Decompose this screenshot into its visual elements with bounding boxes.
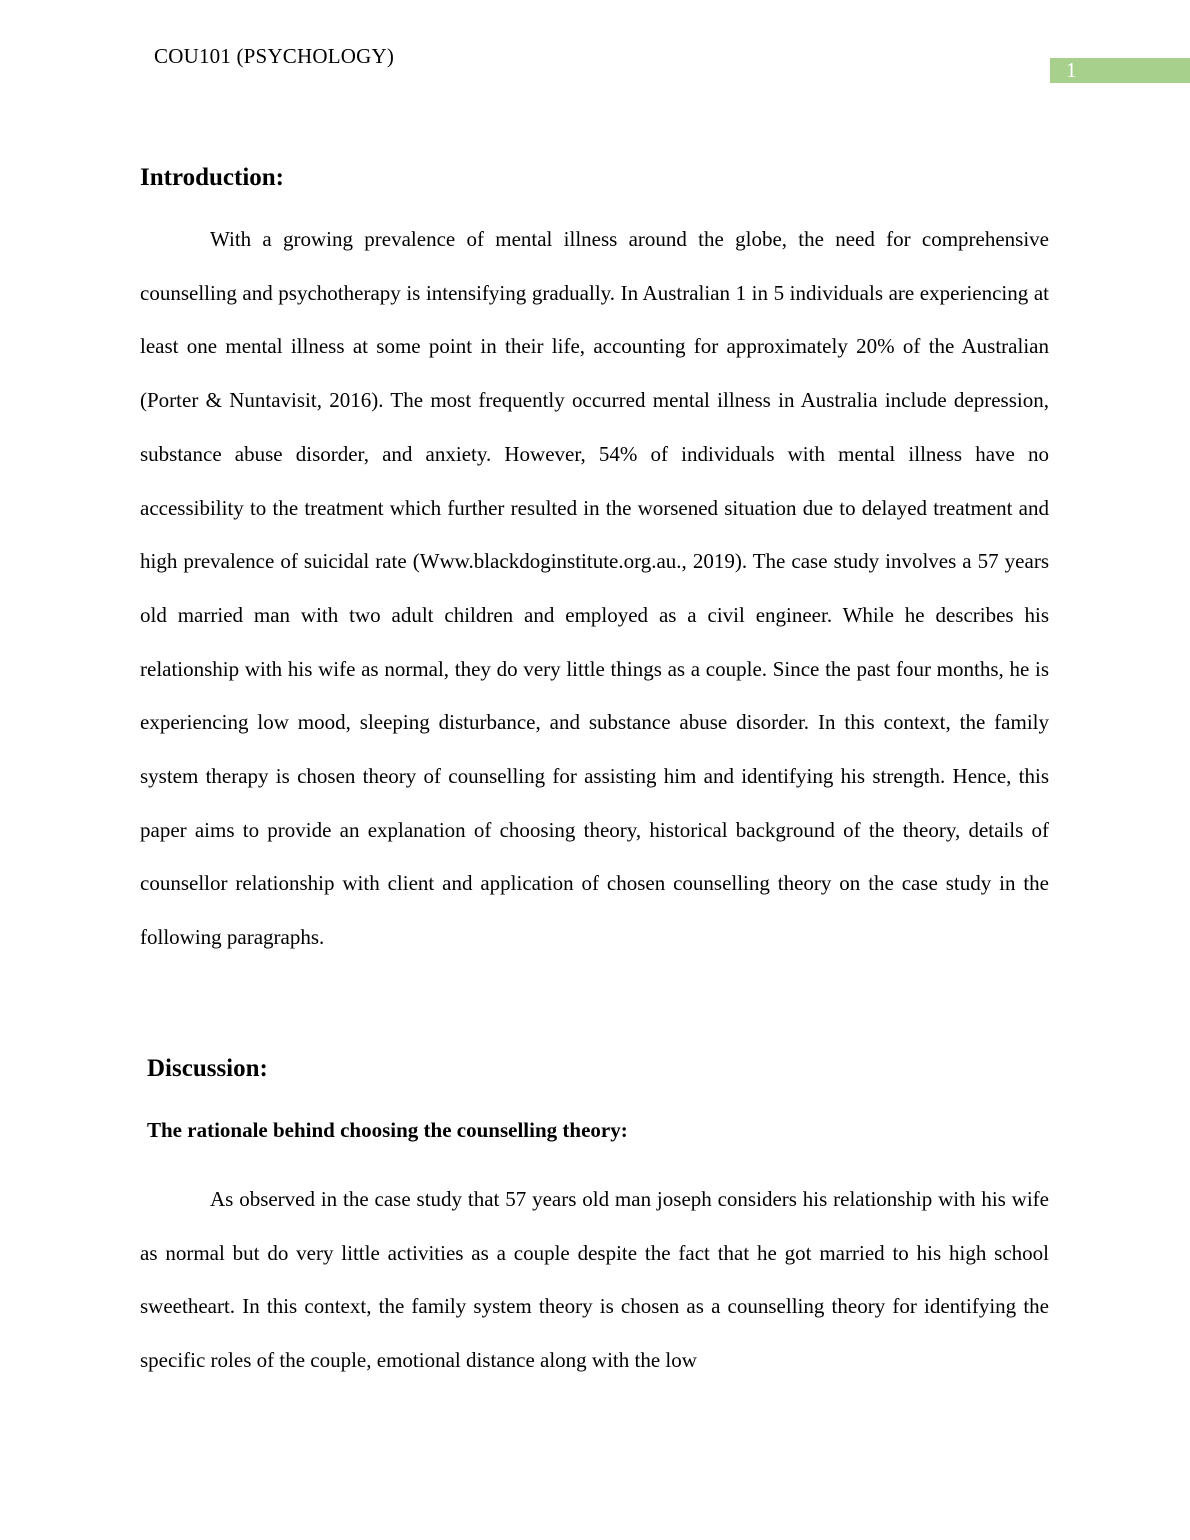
- discussion-heading: Discussion:: [147, 1055, 268, 1082]
- page-number: 1: [1066, 58, 1077, 82]
- discussion-paragraph: As observed in the case study that 57 years old man joseph considers his relationship with his wife as normal but do very little activities as a couple despite the fact that he got married to his high school sweetheart. In this context, the family system theory is chosen as a counselling theory for identifying the specific roles of the couple, emotional distance along with the low: [140, 1187, 1049, 1373]
- introduction-heading: Introduction:: [140, 164, 285, 191]
- introduction-paragraph: With a growing prevalence of mental illness around the globe, the need for comprehensive counselling and psychotherapy is intensifying gradually. In Australian 1 in 5 individuals are experiencing at least one mental illness at some point in their life, accounting for approximately 20% of the Australian (Porter & Nuntavisit, 2016). The most frequently occurred mental illness in Australia include depression, substance abuse disorder, and anxiety. However, 54% of individuals with mental illness have no accessibility to the treatment which further resulted in the worsened situation due to delayed treatment and high prevalence of suicidal rate (Www.blackdoginstitute.org.au., 2019). The case study involves a 57 years old married man with two adult children and employed as a civil engineer. While he describes his relationship with his wife as normal, they do very little things as a couple. Since the past four months, he is experiencing low mood, sleeping disturbance, and substance abuse disorder. In this context, the family system therapy is chosen theory of counselling for assisting him and identifying his strength. Hence, this paper aims to provide an explanation of choosing theory, historical background of the theory, details of counsellor relationship with client and application of chosen counselling theory on the case study in the following paragraphs.: [140, 227, 1049, 950]
- rationale-subheading: The rationale behind choosing the counselling theory:: [147, 1118, 628, 1142]
- page-number-tab: [1050, 58, 1190, 83]
- running-head: COU101 (PSYCHOLOGY): [154, 44, 395, 68]
